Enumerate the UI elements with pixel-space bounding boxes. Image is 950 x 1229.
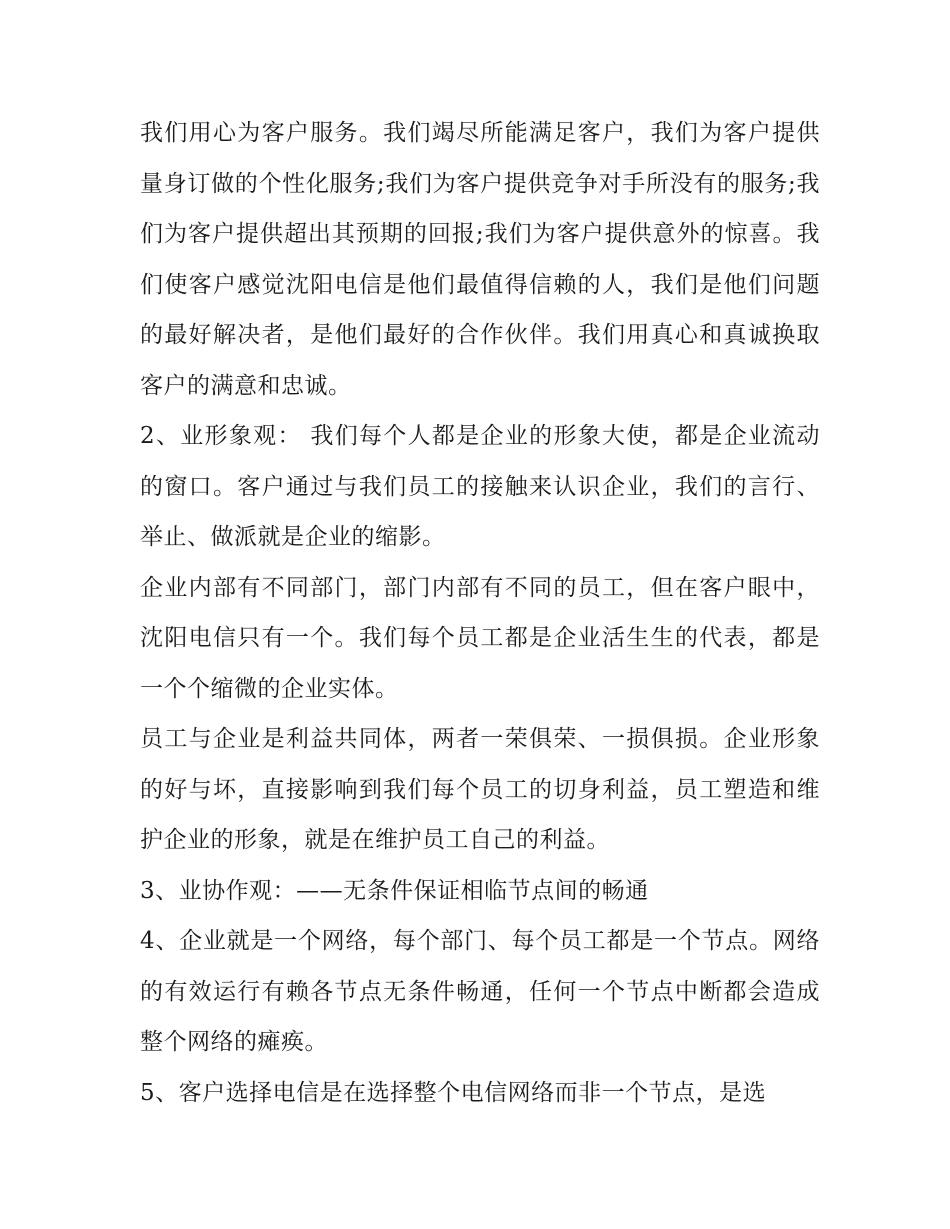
paragraph-departments: 企业内部有不同部门，部门内部有不同的员工，但在客户眼中，沈阳电信只有一个。我们每个员工都是企业活生生的代表，都是一个个缩微的企业实体。: [140, 574, 820, 702]
paragraph-network: 4、企业就是一个网络，每个部门、每个员工都是一个节点。网络的有效运行有赖各节点无条件畅通，任何一个节点中断都会造成整个网络的瘫痪。: [140, 928, 820, 1055]
document-body: [140, 108, 820, 1118]
paragraph-customer-service: 我们用心为客户服务。我们竭尽所能满足客户，我们为客户提供量身订做的个性化服务;我们为客户提供竞争对手所没有的服务;我们为客户提供超出其预期的回报;我们为客户提供意外的惊喜。我们使客户感觉沈阳电信是他们最值得信赖的人，我们是他们问题的最好解决者，是他们最好的合作伙伴。我们用真心和真诚换取客户的满意和忠诚。: [140, 120, 820, 399]
paragraph-cooperation-concept: 3、业协作观：——无条件保证相临节点间的畅通: [140, 877, 649, 904]
paragraph-image-concept: 2、业形象观： 我们每个人都是企业的形象大使，都是企业流动的窗口。客户通过与我们员工的接触来认识企业，我们的言行、举止、做派就是企业的缩影。: [140, 423, 820, 550]
paragraph-shared-interest: 员工与企业是利益共同体，两者一荣俱荣、一损俱损。企业形象的好与坏，直接影响到我们每个员工的切身利益，员工塑造和维护企业的形象，就是在维护员工自己的利益。: [140, 726, 820, 853]
paragraph-customer-choice: 5、客户选择电信是在选择整个电信网络而非一个节点，是选: [140, 1079, 767, 1106]
